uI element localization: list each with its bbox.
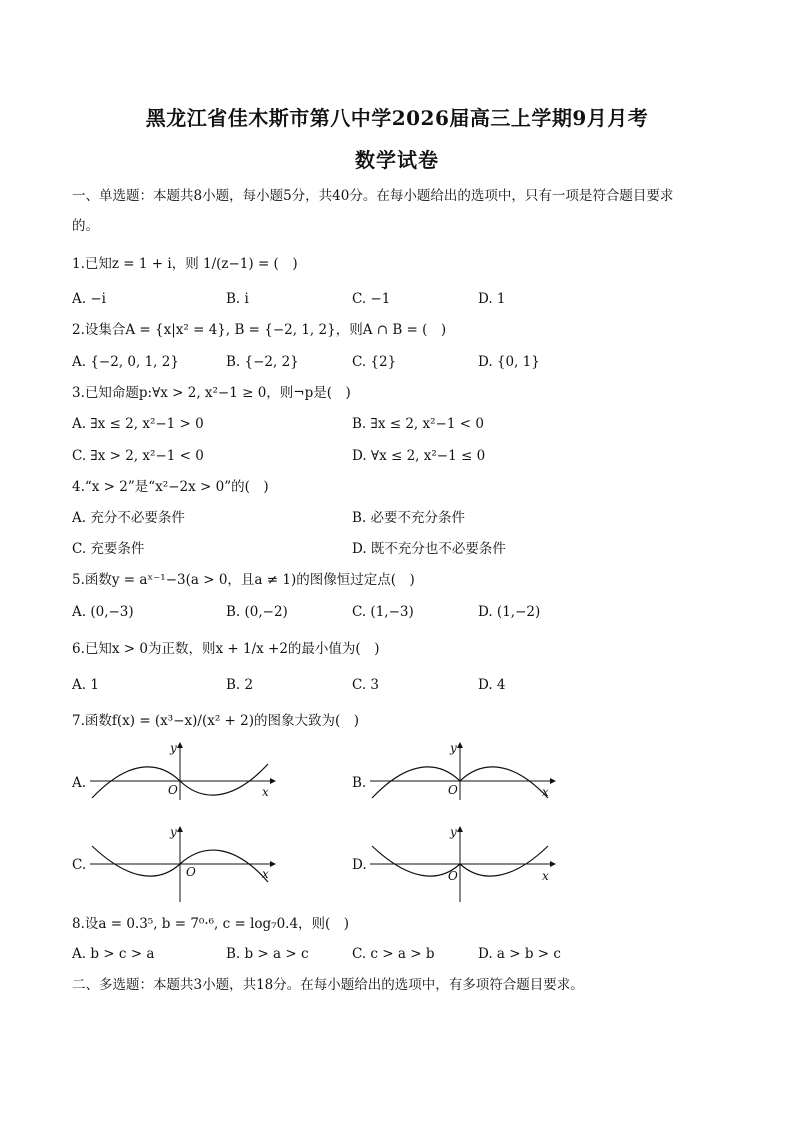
question-8-stem: 8.设a = 0.3⁵, b = 7⁰·⁶, c = log₇0.4，则( ) <box>72 916 350 932</box>
q3-option-a: A. ∃x ≤ 2, x²−1 > 0 <box>72 416 204 432</box>
q6-option-a: A. 1 <box>72 677 99 693</box>
question-3-stem: 3.已知命题p:∀x > 2, x²−1 ≥ 0，则¬p是( ) <box>72 385 351 401</box>
q2-option-b: B. {−2, 2} <box>226 354 299 370</box>
question-6-stem: 6.已知x > 0为正数，则x + 1/x +2的最小值为( ) <box>72 641 380 657</box>
q5-option-c: C. (1,−3) <box>352 604 414 620</box>
q7-option-a-label: A. <box>72 775 87 791</box>
q7-a-origin-label: O <box>168 783 178 797</box>
q4-option-c: C. 充要条件 <box>72 541 145 557</box>
q1-option-b: B. i <box>226 291 249 307</box>
q7-graph-c <box>88 824 278 904</box>
q7-d-y-label: y <box>450 825 457 839</box>
q1-option-c: C. −1 <box>352 291 391 307</box>
q7-graph-b <box>368 740 558 802</box>
q7-d-origin-label: O <box>448 869 458 883</box>
question-7-stem: 7.函数f(x) = (x³−x)/(x² + 2)的图象大致为( ) <box>72 713 360 729</box>
q8-option-b: B. b > a > c <box>226 946 309 962</box>
q7-b-origin-label: O <box>448 783 458 797</box>
question-2-stem: 2.设集合A = {x|x² = 4}, B = {−2, 1, 2}，则A ∩ B = ( ) <box>72 322 447 338</box>
q1-option-a: A. −i <box>72 291 106 307</box>
exam-subtitle: 数学试卷 <box>355 148 439 172</box>
question-1-stem: 1.已知z = 1 + i，则 1/(z−1) = ( ) <box>72 256 298 272</box>
q7-graph-d <box>368 824 558 904</box>
q5-option-a: A. (0,−3) <box>72 604 134 620</box>
q4-option-b: B. 必要不充分条件 <box>352 510 466 526</box>
q8-option-d: D. a > b > c <box>478 946 561 962</box>
q7-a-x-label: x <box>262 785 269 799</box>
q2-option-c: C. {2} <box>352 354 397 370</box>
q2-option-a: A. {−2, 0, 1, 2} <box>72 354 179 370</box>
q7-c-y-label: y <box>170 825 177 839</box>
q5-option-b: B. (0,−2) <box>226 604 288 620</box>
q7-d-x-label: x <box>542 869 549 883</box>
q6-option-b: B. 2 <box>226 677 254 693</box>
q7-option-c-label: C. <box>72 857 87 873</box>
question-4-stem: 4.“x > 2”是“x²−2x > 0”的( ) <box>72 479 269 495</box>
q4-option-d: D. 既不充分也不必要条件 <box>352 541 506 557</box>
section1-heading-line1: 一、单选题：本题共8小题，每小题5分，共40分。在每小题给出的选项中，只有一项是符合题目要求 <box>72 188 674 204</box>
q8-option-c: C. c > a > b <box>352 946 435 962</box>
q7-graph-a <box>88 740 278 802</box>
exam-title: 黑龙江省佳木斯市第八中学2026届高三上学期9月月考 <box>145 106 649 130</box>
q7-option-b-label: B. <box>352 775 367 791</box>
q7-b-y-label: y <box>450 741 457 755</box>
q2-option-d: D. {0, 1} <box>478 354 540 370</box>
q7-c-origin-label: O <box>186 865 196 879</box>
q7-option-d-label: D. <box>352 857 367 873</box>
q7-c-x-label: x <box>262 867 269 881</box>
q4-option-a: A. 充分不必要条件 <box>72 510 185 526</box>
q3-option-b: B. ∃x ≤ 2, x²−1 < 0 <box>352 416 484 432</box>
section2-heading: 二、多选题：本题共3小题，共18分。在每小题给出的选项中，有多项符合题目要求。 <box>72 977 584 993</box>
question-5-stem: 5.函数y = aˣ⁻¹−3(a > 0，且a ≠ 1)的图像恒过定点( ) <box>72 572 415 588</box>
q7-a-y-label: y <box>170 741 177 755</box>
q7-b-x-label: x <box>542 785 549 799</box>
q6-option-c: C. 3 <box>352 677 380 693</box>
q1-option-d: D. 1 <box>478 291 506 307</box>
q6-option-d: D. 4 <box>478 677 506 693</box>
q3-option-c: C. ∃x > 2, x²−1 < 0 <box>72 448 204 464</box>
q3-option-d: D. ∀x ≤ 2, x²−1 ≤ 0 <box>352 448 486 464</box>
q8-option-a: A. b > c > a <box>72 946 155 962</box>
q5-option-d: D. (1,−2) <box>478 604 541 620</box>
section1-heading-line2: 的。 <box>72 218 99 234</box>
